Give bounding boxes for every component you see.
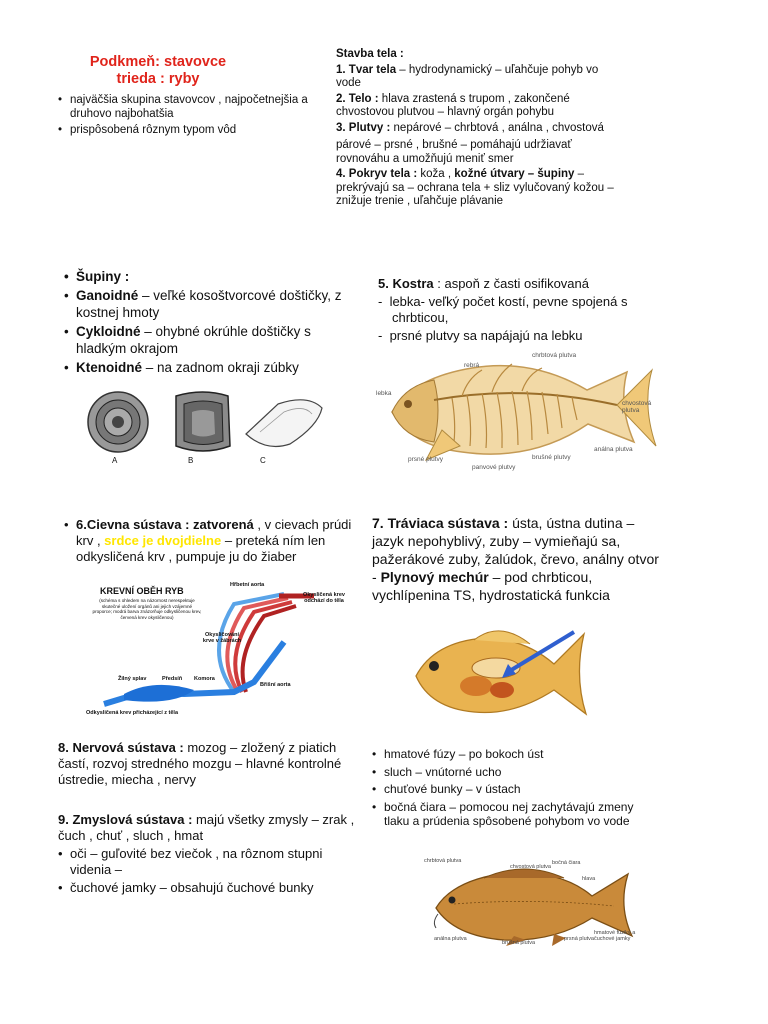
label-anal-fin: análna plutva <box>594 446 633 453</box>
carp-label-head: hlava <box>582 876 596 882</box>
nervous-text: 8. Nervová sústava : mozog – zložený z piatich častí, rozvoj stredného mozgu – hlavné kontrolné ústredie, miecha , nervy <box>58 740 342 787</box>
figure-label-b: B <box>188 456 194 465</box>
skeleton-title: 5. Kostra : aspoň z časti osifikovaná <box>378 276 589 291</box>
circulation-figure-note: (schéma s ohledem na názornost nerespektuje skutečné uložení orgánů ani jejich vzájemné proporce; modrá barva znázorňuje odkysličenou krev, červená krev okysličenou) <box>92 598 202 620</box>
label-dorsal-aorta: Hřbetní aorta <box>230 582 265 588</box>
label-ribs: rebrá <box>464 362 480 369</box>
intestine <box>490 682 514 698</box>
skeleton-item: - prsné plutvy sa napájajú na lebku <box>378 328 583 343</box>
carp-label-pectoral: prsná plutva <box>564 936 594 942</box>
scales-heading: • Šupiny : <box>64 268 364 285</box>
sensory-item: • oči – guľovité bez viečok , na rôznom stupni videnia – <box>58 846 358 878</box>
swim-bladder-text: - Plynový mechúr – pod chrbticou, vychlípenina TS, hydrostatická funkcia <box>372 569 610 603</box>
label-ventral-fins: brušné plutvy <box>532 454 571 461</box>
skeleton-item: - lebka- veľký počet kostí, pevne spojená s chrbticou, <box>378 294 628 325</box>
carp-label-anal: análna plutva <box>434 936 467 942</box>
scale-type: • Ganoidné – veľké kosoštvorcové doštičky, z kostnej hmoty <box>64 287 364 321</box>
carp-dorsal-fin <box>484 869 564 878</box>
label-pelvic-fins: panvové plutvy <box>472 464 516 471</box>
sense-item: • bočná čiara – pomocou nej zachytávajú zmeny tlaku a prúdenia spôsobené pohybom vo vode <box>372 800 642 829</box>
top-left-section <box>58 54 328 138</box>
label-caudal-fin: chvostová plutva <box>622 400 652 414</box>
intro-item: • prispôsobená rôznym typom vôd <box>58 124 328 138</box>
carp-figure <box>414 856 644 948</box>
label-oxygenated-out: Okysličená krev odchází do těla <box>303 592 345 604</box>
ganoid-scale-illustration <box>88 392 148 452</box>
label-dorsal-fin: chrbtová plutva <box>532 352 577 359</box>
structure-item: párové – prsné , brušné – pomáhajú udržiavať rovnováhu a umožňujú meniť smer <box>336 139 572 165</box>
skull <box>392 380 438 442</box>
label-ventricle: Komora <box>194 676 215 682</box>
figure-label-a: A <box>112 456 118 465</box>
label-skull: lebka <box>376 390 392 397</box>
intro-list <box>58 94 328 138</box>
title-line-1: Podkmeň: stavovce <box>89 54 227 70</box>
page-title <box>58 54 258 88</box>
sensory-item: • čuchové jamky – obsahujú čuchové bunky <box>58 880 358 896</box>
body-structure-heading: Stavba tela : <box>336 48 404 60</box>
scales-list <box>64 268 364 376</box>
sensory-text: 9. Zmyslová sústava : majú všetky zmysly – zrak , čuch , chuť , sluch , hmat <box>58 812 355 843</box>
scale-type: • Cykloidné – ohybné okrúhle doštičky s hladkým okrajom <box>64 323 364 357</box>
label-deoxygenated-in: Odkysličená krev přicházející z těla <box>86 710 179 716</box>
body-structure-section <box>336 48 616 209</box>
carp-label-barbels: hmatové fúziky a čuchové jamky <box>594 930 636 942</box>
sensory-list <box>58 846 358 896</box>
ctenoid-scale-illustration <box>246 400 322 447</box>
structure-item: 1. Tvar tela – hydrodynamický – uľahčuje pohyb vo vode <box>336 63 599 89</box>
structure-item: 4. Pokryv tela : koža , kožné útvary – šupiny – prekrývajú sa – ochrana tela + sliz vylučovaný kožou – znižuje trenie , uľahčuje plávanie <box>336 168 614 207</box>
nervous-section <box>58 740 358 788</box>
digestive-text: 7. Tráviaca sústava : ústa, ústna dutina – jazyk nepohyblivý, zuby – vymieňajú sa, pažerákové zuby, žalúdok, črevo, análny otvor <box>372 515 659 567</box>
label-gills: Okysličování krve v žábrách <box>202 632 242 644</box>
scales-figure <box>78 386 328 470</box>
label-ventral-aorta: Břišní aorta <box>260 682 291 688</box>
label-atrium: Předsíň <box>162 676 183 682</box>
carp-label-caudal: chvostová plutva <box>510 864 551 870</box>
circulation-figure-title: KREVNÍ OBĚH RYB <box>100 586 184 596</box>
fish-circulation-figure <box>84 582 350 722</box>
carp-eye <box>449 897 456 904</box>
heart-highlight: srdce je dvojdielne <box>104 533 222 548</box>
circulation-section <box>64 517 354 565</box>
structure-item: 3. Plutvy : nepárové – chrbtová , análna , chvostová <box>336 121 604 134</box>
stomach <box>460 676 492 696</box>
fish-digestive-figure <box>404 620 590 724</box>
scale-type: • Ktenoidné – na zadnom okraji zúbky <box>64 359 364 376</box>
title-line-2: trieda : ryby <box>116 71 200 87</box>
carp-label-ventral: brušná plutva <box>502 940 536 946</box>
fish-skeleton-figure <box>372 350 662 478</box>
eye <box>404 400 412 408</box>
label-pectoral-fins: prsné plutvy <box>408 456 444 463</box>
circulation-text: • 6.Cievna sústava : zatvorená , v cievach prúdi krv , srdce je dvojdielne – preteká ním len odkysličená krv , pumpuje ju do žiaber <box>64 517 354 565</box>
sensory-section <box>58 812 358 896</box>
heart <box>124 685 194 702</box>
carp-label-dorsal: chrbtová plutva <box>424 858 462 864</box>
eye <box>429 661 439 671</box>
figure-label-c: C <box>260 456 266 465</box>
barbel <box>434 914 438 928</box>
sense-item: • hmatové fúzy – po bokoch úst <box>372 747 642 762</box>
intro-item: • najväčšia skupina stavovcov , najpočetnejšia a druhovo najbohatšia <box>58 94 328 121</box>
sense-item: • chuťové bunky – v ústach <box>372 782 642 797</box>
skeleton-section <box>378 276 678 344</box>
label-sinus: Žilný splav <box>118 676 147 682</box>
sense-item: • sluch – vnútorné ucho <box>372 765 642 780</box>
carp-label-lateral-line: bočná čiara <box>552 860 581 866</box>
senses-section <box>372 747 642 829</box>
digestive-section <box>372 514 662 604</box>
structure-item: 2. Telo : hlava zrastená s trupom , zakončené chvostovou plutvou – hlavný orgán pohybu <box>336 92 570 118</box>
scales-section <box>64 268 364 376</box>
cycloid-scale-illustration <box>176 392 230 451</box>
